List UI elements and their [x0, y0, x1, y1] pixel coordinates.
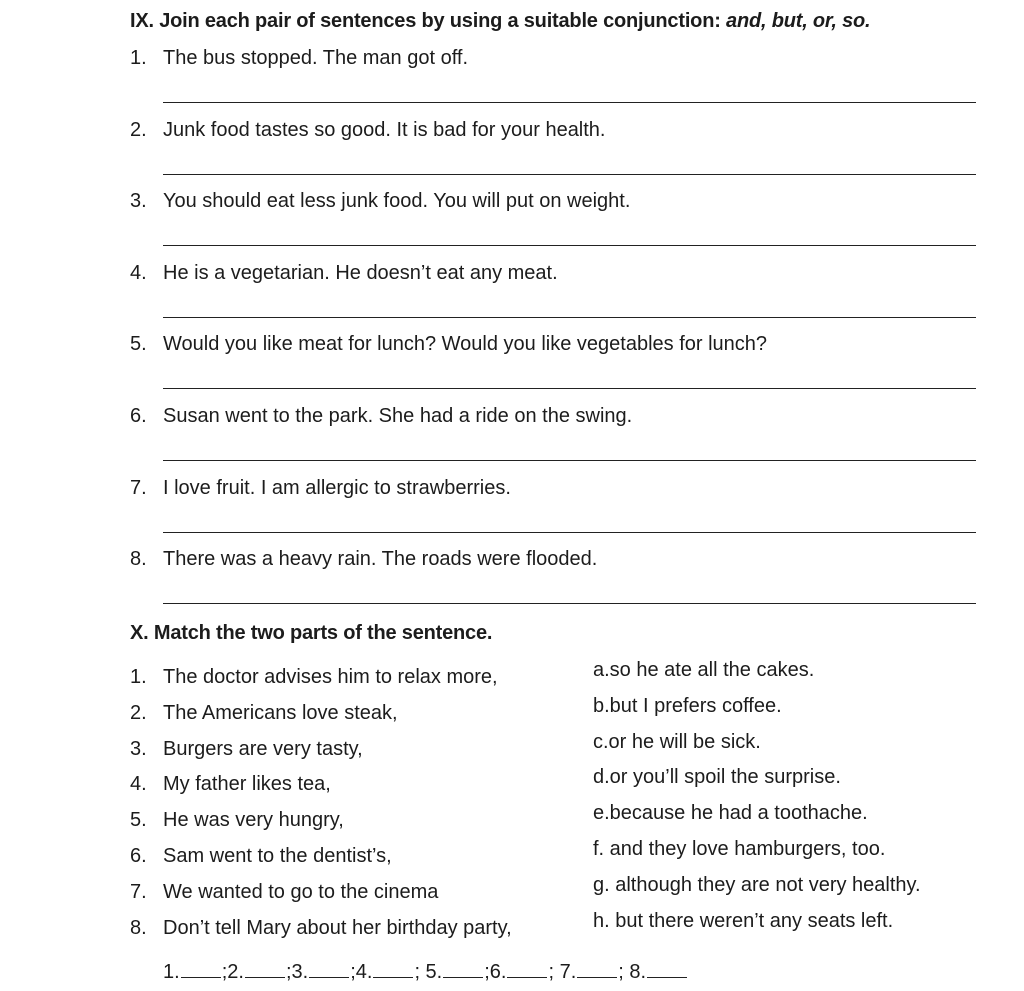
answer-writing-line[interactable] — [163, 388, 976, 389]
match-left-text: We wanted to go to the cinema — [163, 880, 439, 903]
question-number: 2. — [130, 118, 147, 141]
question-item — [130, 477, 511, 500]
question-number: 1. — [130, 47, 147, 69]
question-text: I love fruit. I am allergic to strawberries. — [163, 476, 511, 499]
match-left-text: The doctor advises him to relax more, — [163, 666, 498, 688]
match-left-text: Burgers are very tasty, — [163, 737, 363, 760]
match-left-item — [130, 702, 398, 725]
answer-writing-line[interactable] — [163, 317, 976, 318]
match-right-item: c.or he will be sick. — [593, 730, 761, 753]
section-10-title — [130, 622, 492, 645]
match-right-item: b.but I prefers coffee. — [593, 694, 782, 717]
question-text: Susan went to the park. She had a ride on the swing. — [163, 405, 633, 427]
match-number: 2. — [130, 701, 147, 724]
match-right-item: e.because he had a toothache. — [593, 802, 868, 825]
answer-label: ;2. — [221, 961, 244, 983]
match-left-text: He was very hungry, — [163, 809, 344, 832]
question-number: 5. — [130, 333, 147, 356]
question-text: Would you like meat for lunch? Would you like vegetables for lunch? — [163, 333, 768, 356]
answer-label: ; 5. — [414, 961, 443, 983]
match-left-item — [130, 881, 438, 904]
match-number: 7. — [130, 880, 147, 903]
match-number: 5. — [130, 809, 147, 832]
match-left-item — [130, 773, 331, 796]
answer-label: ;6. — [484, 961, 507, 983]
section-9-title — [130, 10, 870, 33]
question-number: 3. — [130, 190, 147, 213]
answer-line — [163, 959, 688, 984]
question-text: The bus stopped. The man got off. — [163, 47, 469, 69]
match-number: 3. — [130, 737, 147, 760]
answer-blank[interactable] — [309, 959, 349, 978]
match-left-text: My father likes tea, — [163, 773, 331, 796]
section-9-instruction: Join each pair of sentences by using a suitable conjunction: — [159, 10, 727, 32]
section-10-instruction: Match the two parts of the sentence. — [153, 622, 493, 644]
answer-blank[interactable] — [181, 959, 221, 978]
answer-writing-line[interactable] — [163, 460, 976, 461]
answer-writing-line[interactable] — [163, 174, 976, 175]
match-left-item — [130, 738, 363, 761]
match-number: 1. — [130, 666, 147, 688]
match-number: 4. — [130, 773, 147, 796]
answer-blank[interactable] — [507, 959, 547, 978]
question-item — [130, 190, 630, 213]
answer-blank[interactable] — [443, 959, 483, 978]
match-left-text: The Americans love steak, — [163, 701, 398, 724]
answer-label: ; 7. — [548, 961, 577, 983]
match-left-item — [130, 809, 344, 832]
question-item — [130, 333, 767, 356]
match-right-item: f. and they love hamburgers, too. — [593, 838, 886, 860]
question-item — [130, 119, 606, 142]
answer-writing-line[interactable] — [163, 102, 976, 103]
question-item — [130, 262, 558, 285]
question-text: You should eat less junk food. You will put on weight. — [163, 190, 631, 213]
answer-blank[interactable] — [647, 959, 687, 978]
match-left-text: Don’t tell Mary about her birthday party, — [163, 916, 512, 939]
question-item — [130, 405, 632, 428]
question-number: 6. — [130, 405, 147, 427]
match-right-item: d.or you’ll spoil the surprise. — [593, 766, 841, 789]
answer-label: ; 8. — [618, 961, 647, 983]
answer-label: ;3. — [285, 961, 309, 983]
question-item — [130, 47, 468, 70]
answer-label: ;4. — [350, 961, 373, 983]
answer-writing-line[interactable] — [163, 245, 976, 246]
question-item — [130, 548, 597, 571]
match-right-item: h. but there weren’t any seats left. — [593, 909, 894, 932]
match-number: 8. — [130, 916, 147, 939]
answer-blank[interactable] — [373, 959, 413, 978]
section-9-conjunctions: and, but, or, so. — [726, 10, 871, 32]
question-text: There was a heavy rain. The roads were flooded. — [163, 548, 598, 571]
question-number: 7. — [130, 476, 147, 499]
question-number: 8. — [130, 548, 147, 571]
answer-label: 1. — [163, 961, 180, 983]
match-left-item — [130, 917, 512, 940]
match-left-text: Sam went to the dentist’s, — [163, 845, 392, 867]
answer-writing-line[interactable] — [163, 603, 976, 604]
answer-writing-line[interactable] — [163, 532, 976, 533]
question-number: 4. — [130, 261, 147, 284]
match-right-item: g. although they are not very healthy. — [593, 873, 921, 896]
section-9-number: IX. — [130, 10, 154, 32]
match-right-item: a.so he ate all the cakes. — [593, 659, 815, 681]
section-10-number: X. — [130, 622, 149, 644]
match-left-item — [130, 845, 392, 868]
question-text: Junk food tastes so good. It is bad for your health. — [163, 118, 606, 141]
answer-blank[interactable] — [577, 959, 617, 978]
match-left-item — [130, 666, 498, 689]
question-text: He is a vegetarian. He doesn’t eat any meat. — [163, 261, 558, 284]
answer-blank[interactable] — [245, 959, 285, 978]
match-number: 6. — [130, 845, 147, 867]
